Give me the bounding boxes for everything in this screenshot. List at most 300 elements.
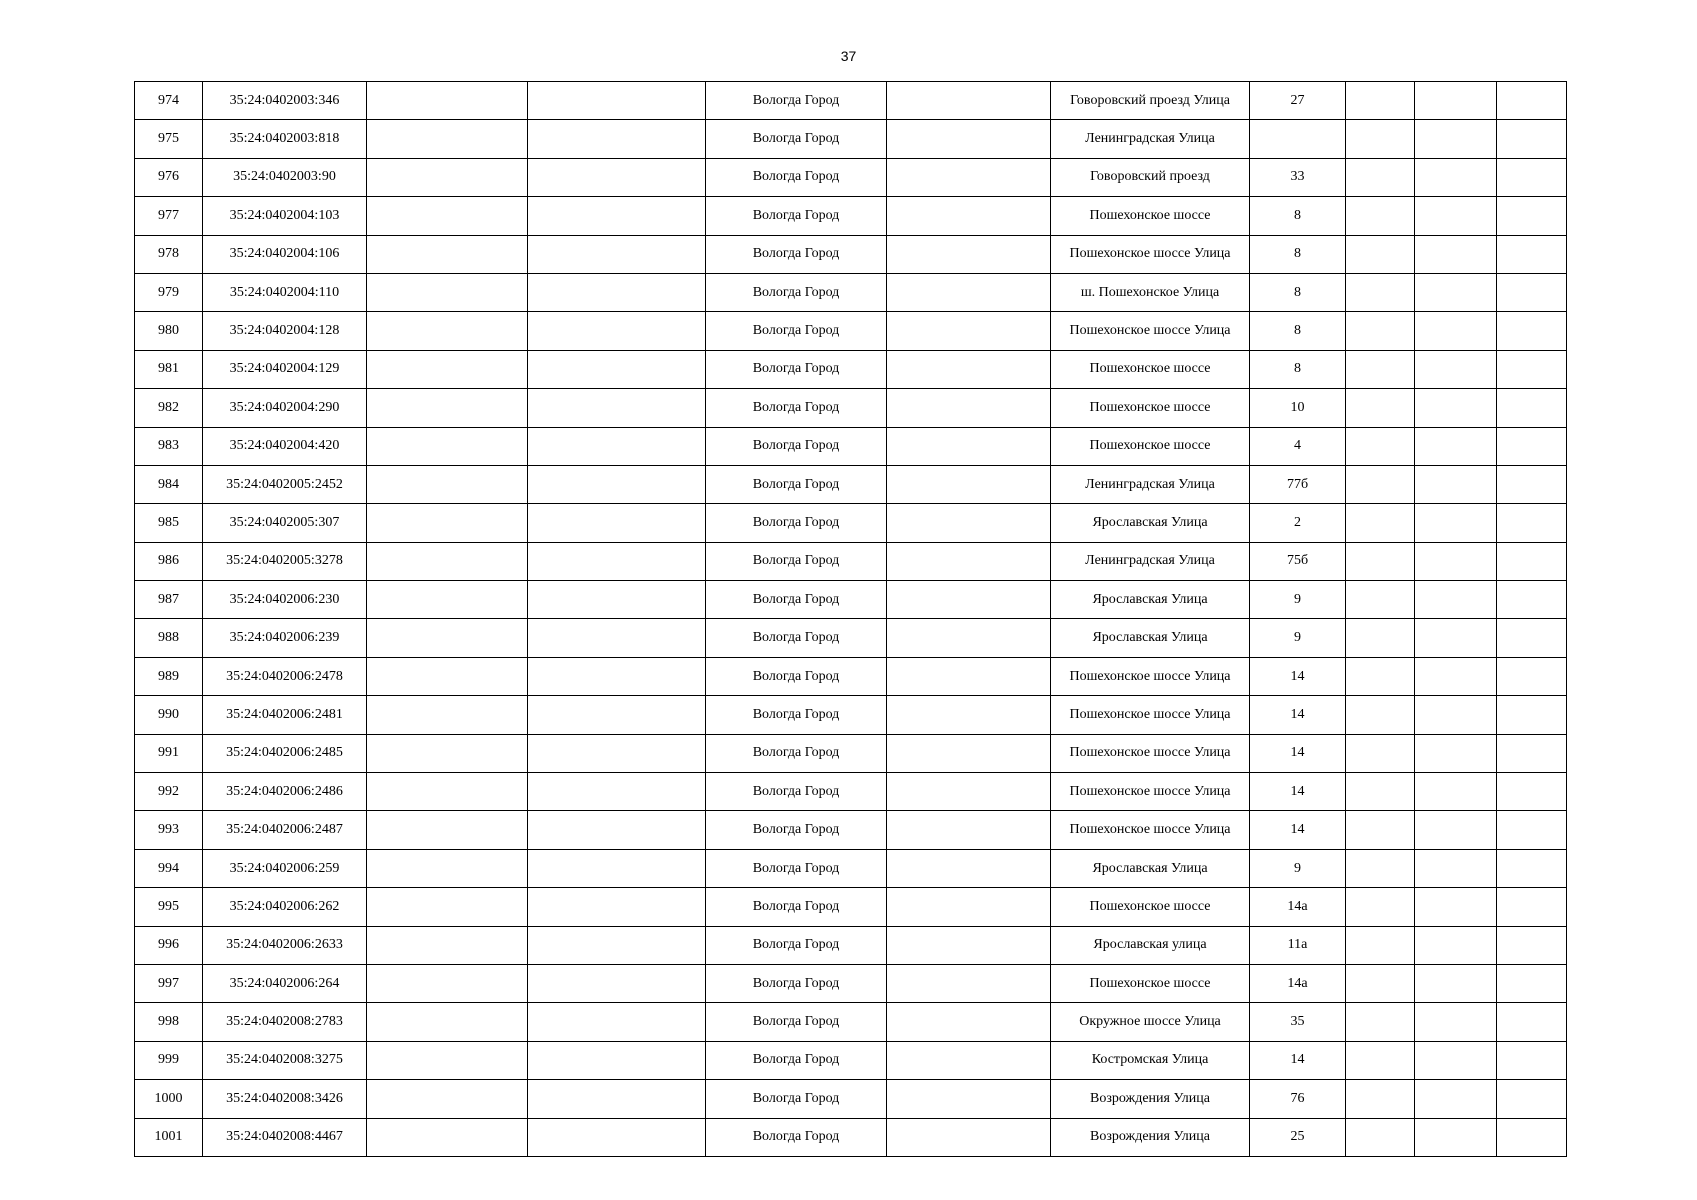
empty-cell bbox=[1497, 926, 1567, 964]
cadastral-number-cell: 35:24:0402006:2486 bbox=[203, 773, 367, 811]
cadastral-number-cell: 35:24:0402005:3278 bbox=[203, 542, 367, 580]
table-row bbox=[135, 273, 1567, 311]
empty-cell bbox=[1415, 427, 1497, 465]
empty-cell bbox=[887, 773, 1051, 811]
street-cell: Пошехонское шоссе Улица bbox=[1051, 235, 1250, 273]
empty-cell bbox=[528, 465, 706, 503]
row-number-cell: 978 bbox=[135, 235, 203, 273]
empty-cell bbox=[1415, 657, 1497, 695]
empty-cell bbox=[1346, 389, 1415, 427]
empty-cell bbox=[887, 273, 1051, 311]
row-number-cell: 989 bbox=[135, 657, 203, 695]
cadastral-number-cell: 35:24:0402004:129 bbox=[203, 350, 367, 388]
house-number-cell: 10 bbox=[1250, 389, 1346, 427]
locality-cell: Вологда Город bbox=[706, 197, 887, 235]
house-number-cell: 14 bbox=[1250, 1041, 1346, 1079]
empty-cell bbox=[887, 964, 1051, 1002]
empty-cell bbox=[1497, 888, 1567, 926]
locality-cell: Вологда Город bbox=[706, 619, 887, 657]
locality-cell: Вологда Город bbox=[706, 389, 887, 427]
locality-cell: Вологда Город bbox=[706, 1003, 887, 1041]
empty-cell bbox=[528, 734, 706, 772]
empty-cell bbox=[1497, 350, 1567, 388]
empty-cell bbox=[367, 427, 528, 465]
cadastral-number-cell: 35:24:0402004:128 bbox=[203, 312, 367, 350]
empty-cell bbox=[367, 273, 528, 311]
empty-cell bbox=[1346, 657, 1415, 695]
empty-cell bbox=[887, 1118, 1051, 1156]
cadastral-number-cell: 35:24:0402006:259 bbox=[203, 849, 367, 887]
house-number-cell: 9 bbox=[1250, 619, 1346, 657]
empty-cell bbox=[528, 350, 706, 388]
empty-cell bbox=[1497, 734, 1567, 772]
empty-cell bbox=[887, 120, 1051, 158]
empty-cell bbox=[887, 734, 1051, 772]
empty-cell bbox=[367, 120, 528, 158]
locality-cell: Вологда Город bbox=[706, 120, 887, 158]
table-row bbox=[135, 657, 1567, 695]
street-cell: Пошехонское шоссе bbox=[1051, 427, 1250, 465]
empty-cell bbox=[1497, 581, 1567, 619]
locality-cell: Вологда Город bbox=[706, 1080, 887, 1118]
empty-cell bbox=[1415, 350, 1497, 388]
empty-cell bbox=[528, 888, 706, 926]
empty-cell bbox=[367, 235, 528, 273]
locality-cell: Вологда Город bbox=[706, 811, 887, 849]
empty-cell bbox=[1346, 427, 1415, 465]
house-number-cell: 8 bbox=[1250, 273, 1346, 311]
empty-cell bbox=[528, 926, 706, 964]
locality-cell: Вологда Город bbox=[706, 926, 887, 964]
cadastral-number-cell: 35:24:0402008:4467 bbox=[203, 1118, 367, 1156]
house-number-cell: 27 bbox=[1250, 82, 1346, 120]
empty-cell bbox=[1497, 696, 1567, 734]
empty-cell bbox=[1346, 1003, 1415, 1041]
empty-cell bbox=[528, 312, 706, 350]
table-row bbox=[135, 964, 1567, 1002]
cadastral-number-cell: 35:24:0402003:818 bbox=[203, 120, 367, 158]
cadastral-number-cell: 35:24:0402006:2481 bbox=[203, 696, 367, 734]
locality-cell: Вологда Город bbox=[706, 696, 887, 734]
street-cell: ш. Пошехонское Улица bbox=[1051, 273, 1250, 311]
locality-cell: Вологда Город bbox=[706, 1118, 887, 1156]
row-number-cell: 987 bbox=[135, 581, 203, 619]
street-cell: Ленинградская Улица bbox=[1051, 120, 1250, 158]
empty-cell bbox=[367, 350, 528, 388]
empty-cell bbox=[1415, 120, 1497, 158]
empty-cell bbox=[1415, 273, 1497, 311]
empty-cell bbox=[1497, 811, 1567, 849]
row-number-cell: 994 bbox=[135, 849, 203, 887]
row-number-cell: 993 bbox=[135, 811, 203, 849]
empty-cell bbox=[1415, 235, 1497, 273]
empty-cell bbox=[528, 811, 706, 849]
house-number-cell: 25 bbox=[1250, 1118, 1346, 1156]
empty-cell bbox=[367, 619, 528, 657]
house-number-cell: 8 bbox=[1250, 235, 1346, 273]
locality-cell: Вологда Город bbox=[706, 542, 887, 580]
empty-cell bbox=[1346, 811, 1415, 849]
empty-cell bbox=[1415, 197, 1497, 235]
street-cell: Окружное шоссе Улица bbox=[1051, 1003, 1250, 1041]
empty-cell bbox=[367, 1080, 528, 1118]
empty-cell bbox=[1346, 273, 1415, 311]
table-row bbox=[135, 350, 1567, 388]
empty-cell bbox=[528, 773, 706, 811]
cadastral-number-cell: 35:24:0402008:2783 bbox=[203, 1003, 367, 1041]
cadastral-number-cell: 35:24:0402006:2487 bbox=[203, 811, 367, 849]
empty-cell bbox=[1415, 389, 1497, 427]
table-row bbox=[135, 504, 1567, 542]
street-cell: Ярославская Улица bbox=[1051, 849, 1250, 887]
row-number-cell: 977 bbox=[135, 197, 203, 235]
street-cell: Пошехонское шоссе bbox=[1051, 389, 1250, 427]
empty-cell bbox=[1497, 1003, 1567, 1041]
empty-cell bbox=[1415, 1080, 1497, 1118]
empty-cell bbox=[1415, 581, 1497, 619]
empty-cell bbox=[1346, 926, 1415, 964]
empty-cell bbox=[528, 120, 706, 158]
cadastral-number-cell: 35:24:0402003:90 bbox=[203, 158, 367, 196]
empty-cell bbox=[528, 619, 706, 657]
street-cell: Говоровский проезд Улица bbox=[1051, 82, 1250, 120]
locality-cell: Вологда Город bbox=[706, 427, 887, 465]
table-row bbox=[135, 389, 1567, 427]
empty-cell bbox=[1497, 427, 1567, 465]
empty-cell bbox=[1497, 389, 1567, 427]
empty-cell bbox=[1497, 542, 1567, 580]
cadastral-number-cell: 35:24:0402006:2633 bbox=[203, 926, 367, 964]
empty-cell bbox=[1497, 465, 1567, 503]
cadastral-number-cell: 35:24:0402008:3275 bbox=[203, 1041, 367, 1079]
house-number-cell: 8 bbox=[1250, 350, 1346, 388]
empty-cell bbox=[1497, 964, 1567, 1002]
empty-cell bbox=[528, 581, 706, 619]
empty-cell bbox=[887, 811, 1051, 849]
locality-cell: Вологда Город bbox=[706, 773, 887, 811]
empty-cell bbox=[528, 235, 706, 273]
register-table bbox=[134, 81, 1567, 1157]
empty-cell bbox=[1346, 619, 1415, 657]
empty-cell bbox=[528, 273, 706, 311]
cadastral-number-cell: 35:24:0402006:262 bbox=[203, 888, 367, 926]
empty-cell bbox=[1346, 888, 1415, 926]
locality-cell: Вологда Город bbox=[706, 581, 887, 619]
house-number-cell: 14 bbox=[1250, 696, 1346, 734]
empty-cell bbox=[367, 964, 528, 1002]
house-number-cell: 8 bbox=[1250, 312, 1346, 350]
empty-cell bbox=[1415, 158, 1497, 196]
empty-cell bbox=[887, 696, 1051, 734]
empty-cell bbox=[528, 1041, 706, 1079]
row-number-cell: 992 bbox=[135, 773, 203, 811]
empty-cell bbox=[1415, 465, 1497, 503]
empty-cell bbox=[528, 197, 706, 235]
cadastral-number-cell: 35:24:0402004:106 bbox=[203, 235, 367, 273]
row-number-cell: 981 bbox=[135, 350, 203, 388]
empty-cell bbox=[1415, 888, 1497, 926]
locality-cell: Вологда Город bbox=[706, 273, 887, 311]
street-cell: Ленинградская Улица bbox=[1051, 542, 1250, 580]
empty-cell bbox=[1497, 197, 1567, 235]
empty-cell bbox=[367, 312, 528, 350]
house-number-cell: 75б bbox=[1250, 542, 1346, 580]
table-row bbox=[135, 1003, 1567, 1041]
empty-cell bbox=[1497, 273, 1567, 311]
empty-cell bbox=[1346, 734, 1415, 772]
row-number-cell: 975 bbox=[135, 120, 203, 158]
street-cell: Пошехонское шоссе Улица bbox=[1051, 312, 1250, 350]
row-number-cell: 998 bbox=[135, 1003, 203, 1041]
empty-cell bbox=[528, 158, 706, 196]
table-row bbox=[135, 197, 1567, 235]
empty-cell bbox=[887, 312, 1051, 350]
locality-cell: Вологда Город bbox=[706, 350, 887, 388]
empty-cell bbox=[1415, 964, 1497, 1002]
empty-cell bbox=[367, 849, 528, 887]
street-cell: Пошехонское шоссе Улица bbox=[1051, 657, 1250, 695]
cadastral-number-cell: 35:24:0402006:230 bbox=[203, 581, 367, 619]
row-number-cell: 990 bbox=[135, 696, 203, 734]
house-number-cell: 14 bbox=[1250, 734, 1346, 772]
empty-cell bbox=[887, 1041, 1051, 1079]
empty-cell bbox=[367, 581, 528, 619]
street-cell: Пошехонское шоссе bbox=[1051, 197, 1250, 235]
empty-cell bbox=[367, 696, 528, 734]
street-cell: Ярославская Улица bbox=[1051, 504, 1250, 542]
empty-cell bbox=[1346, 82, 1415, 120]
locality-cell: Вологда Город bbox=[706, 235, 887, 273]
house-number-cell: 33 bbox=[1250, 158, 1346, 196]
empty-cell bbox=[1415, 82, 1497, 120]
table-row bbox=[135, 235, 1567, 273]
house-number-cell: 14а bbox=[1250, 888, 1346, 926]
street-cell: Возрождения Улица bbox=[1051, 1118, 1250, 1156]
empty-cell bbox=[887, 542, 1051, 580]
empty-cell bbox=[528, 82, 706, 120]
empty-cell bbox=[1497, 619, 1567, 657]
cadastral-number-cell: 35:24:0402003:346 bbox=[203, 82, 367, 120]
empty-cell bbox=[1497, 657, 1567, 695]
empty-cell bbox=[887, 197, 1051, 235]
empty-cell bbox=[1346, 849, 1415, 887]
table-row bbox=[135, 1080, 1567, 1118]
empty-cell bbox=[1346, 197, 1415, 235]
empty-cell bbox=[1497, 773, 1567, 811]
empty-cell bbox=[1346, 1041, 1415, 1079]
row-number-cell: 986 bbox=[135, 542, 203, 580]
locality-cell: Вологда Город bbox=[706, 964, 887, 1002]
empty-cell bbox=[1497, 82, 1567, 120]
street-cell: Пошехонское шоссе Улица bbox=[1051, 696, 1250, 734]
table-row bbox=[135, 581, 1567, 619]
street-cell: Ленинградская Улица bbox=[1051, 465, 1250, 503]
table-row bbox=[135, 888, 1567, 926]
empty-cell bbox=[1415, 811, 1497, 849]
empty-cell bbox=[367, 542, 528, 580]
cadastral-number-cell: 35:24:0402005:2452 bbox=[203, 465, 367, 503]
table-row bbox=[135, 1118, 1567, 1156]
locality-cell: Вологда Город bbox=[706, 504, 887, 542]
empty-cell bbox=[1415, 773, 1497, 811]
empty-cell bbox=[1497, 849, 1567, 887]
empty-cell bbox=[528, 389, 706, 427]
cadastral-number-cell: 35:24:0402004:110 bbox=[203, 273, 367, 311]
row-number-cell: 974 bbox=[135, 82, 203, 120]
table-row bbox=[135, 696, 1567, 734]
empty-cell bbox=[1346, 696, 1415, 734]
empty-cell bbox=[367, 389, 528, 427]
empty-cell bbox=[1415, 1118, 1497, 1156]
empty-cell bbox=[1497, 120, 1567, 158]
empty-cell bbox=[1346, 350, 1415, 388]
empty-cell bbox=[1497, 1118, 1567, 1156]
empty-cell bbox=[528, 964, 706, 1002]
locality-cell: Вологда Город bbox=[706, 657, 887, 695]
empty-cell bbox=[367, 465, 528, 503]
empty-cell bbox=[887, 427, 1051, 465]
row-number-cell: 985 bbox=[135, 504, 203, 542]
locality-cell: Вологда Город bbox=[706, 312, 887, 350]
empty-cell bbox=[1497, 158, 1567, 196]
table-row bbox=[135, 82, 1567, 120]
empty-cell bbox=[887, 350, 1051, 388]
empty-cell bbox=[887, 1080, 1051, 1118]
house-number-cell: 14 bbox=[1250, 657, 1346, 695]
street-cell: Возрождения Улица bbox=[1051, 1080, 1250, 1118]
register-table-body bbox=[135, 82, 1567, 1157]
empty-cell bbox=[528, 1118, 706, 1156]
house-number-cell: 77б bbox=[1250, 465, 1346, 503]
house-number-cell: 14а bbox=[1250, 964, 1346, 1002]
empty-cell bbox=[1415, 542, 1497, 580]
empty-cell bbox=[1415, 1041, 1497, 1079]
empty-cell bbox=[1415, 504, 1497, 542]
empty-cell bbox=[1415, 312, 1497, 350]
empty-cell bbox=[1346, 1080, 1415, 1118]
row-number-cell: 982 bbox=[135, 389, 203, 427]
empty-cell bbox=[528, 427, 706, 465]
row-number-cell: 980 bbox=[135, 312, 203, 350]
cadastral-number-cell: 35:24:0402008:3426 bbox=[203, 1080, 367, 1118]
empty-cell bbox=[1346, 235, 1415, 273]
street-cell: Ярославская Улица bbox=[1051, 581, 1250, 619]
house-number-cell: 35 bbox=[1250, 1003, 1346, 1041]
empty-cell bbox=[367, 773, 528, 811]
row-number-cell: 983 bbox=[135, 427, 203, 465]
house-number-cell: 14 bbox=[1250, 773, 1346, 811]
empty-cell bbox=[1415, 849, 1497, 887]
street-cell: Пошехонское шоссе bbox=[1051, 350, 1250, 388]
locality-cell: Вологда Город bbox=[706, 158, 887, 196]
row-number-cell: 979 bbox=[135, 273, 203, 311]
empty-cell bbox=[887, 657, 1051, 695]
street-cell: Пошехонское шоссе Улица bbox=[1051, 811, 1250, 849]
empty-cell bbox=[367, 1118, 528, 1156]
empty-cell bbox=[367, 888, 528, 926]
cadastral-number-cell: 35:24:0402004:103 bbox=[203, 197, 367, 235]
empty-cell bbox=[1497, 1080, 1567, 1118]
row-number-cell: 1001 bbox=[135, 1118, 203, 1156]
locality-cell: Вологда Город bbox=[706, 734, 887, 772]
empty-cell bbox=[1346, 465, 1415, 503]
table-row bbox=[135, 465, 1567, 503]
empty-cell bbox=[1415, 734, 1497, 772]
cadastral-number-cell: 35:24:0402006:264 bbox=[203, 964, 367, 1002]
empty-cell bbox=[1497, 1041, 1567, 1079]
empty-cell bbox=[528, 1003, 706, 1041]
empty-cell bbox=[367, 1003, 528, 1041]
empty-cell bbox=[1346, 542, 1415, 580]
empty-cell bbox=[528, 542, 706, 580]
house-number-cell: 2 bbox=[1250, 504, 1346, 542]
table-row bbox=[135, 926, 1567, 964]
empty-cell bbox=[887, 504, 1051, 542]
row-number-cell: 984 bbox=[135, 465, 203, 503]
row-number-cell: 997 bbox=[135, 964, 203, 1002]
empty-cell bbox=[367, 504, 528, 542]
cadastral-number-cell: 35:24:0402006:2485 bbox=[203, 734, 367, 772]
empty-cell bbox=[1497, 504, 1567, 542]
cadastral-number-cell: 35:24:0402006:2478 bbox=[203, 657, 367, 695]
empty-cell bbox=[367, 657, 528, 695]
page-number: 37 bbox=[840, 48, 857, 64]
house-number-cell: 4 bbox=[1250, 427, 1346, 465]
street-cell: Ярославская Улица bbox=[1051, 619, 1250, 657]
house-number-cell: 11а bbox=[1250, 926, 1346, 964]
street-cell: Пошехонское шоссе Улица bbox=[1051, 773, 1250, 811]
row-number-cell: 996 bbox=[135, 926, 203, 964]
empty-cell bbox=[887, 158, 1051, 196]
empty-cell bbox=[1415, 696, 1497, 734]
table-row bbox=[135, 849, 1567, 887]
table-row bbox=[135, 312, 1567, 350]
cadastral-number-cell: 35:24:0402004:420 bbox=[203, 427, 367, 465]
empty-cell bbox=[528, 696, 706, 734]
empty-cell bbox=[1346, 581, 1415, 619]
street-cell: Говоровский проезд bbox=[1051, 158, 1250, 196]
empty-cell bbox=[528, 504, 706, 542]
empty-cell bbox=[1346, 964, 1415, 1002]
empty-cell bbox=[367, 734, 528, 772]
table-row bbox=[135, 427, 1567, 465]
empty-cell bbox=[528, 1080, 706, 1118]
empty-cell bbox=[528, 849, 706, 887]
cadastral-number-cell: 35:24:0402004:290 bbox=[203, 389, 367, 427]
locality-cell: Вологда Город bbox=[706, 82, 887, 120]
table-row bbox=[135, 158, 1567, 196]
empty-cell bbox=[887, 581, 1051, 619]
row-number-cell: 976 bbox=[135, 158, 203, 196]
table-row bbox=[135, 120, 1567, 158]
empty-cell bbox=[887, 926, 1051, 964]
cadastral-number-cell: 35:24:0402006:239 bbox=[203, 619, 367, 657]
empty-cell bbox=[1497, 312, 1567, 350]
empty-cell bbox=[887, 389, 1051, 427]
empty-cell bbox=[1346, 504, 1415, 542]
locality-cell: Вологда Город bbox=[706, 1041, 887, 1079]
cadastral-number-cell: 35:24:0402005:307 bbox=[203, 504, 367, 542]
empty-cell bbox=[528, 657, 706, 695]
house-number-cell: 9 bbox=[1250, 849, 1346, 887]
row-number-cell: 988 bbox=[135, 619, 203, 657]
empty-cell bbox=[1346, 120, 1415, 158]
row-number-cell: 995 bbox=[135, 888, 203, 926]
locality-cell: Вологда Город bbox=[706, 888, 887, 926]
row-number-cell: 1000 bbox=[135, 1080, 203, 1118]
empty-cell bbox=[367, 82, 528, 120]
empty-cell bbox=[1346, 773, 1415, 811]
